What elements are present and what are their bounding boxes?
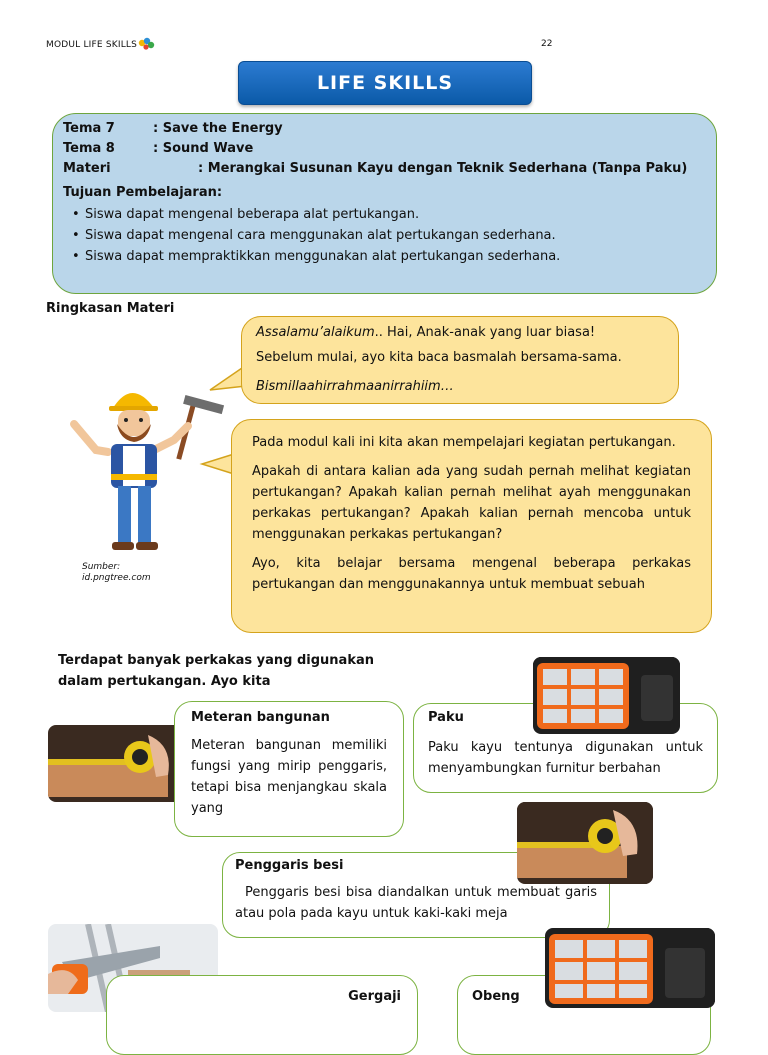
module-label: MODUL LIFE SKILLS [46, 40, 138, 50]
module-logo-icon [137, 37, 159, 51]
intro-paragraph-1: Pada modul kali ini kita akan mempelajari kegiatan pertukangan. [252, 435, 676, 450]
tools-intro: Terdapat banyak perkakas yang digunakan dalam pertukangan. Ayo kita [58, 653, 375, 689]
page-number: 22 [541, 39, 553, 49]
nails-box-photo-2-overlay [545, 928, 715, 1008]
carpenter-illustration [66, 380, 226, 560]
materi-key: Materi [63, 161, 111, 176]
tujuan-title: Tujuan Pembelajaran: [63, 185, 223, 200]
paku-body: Paku kayu tentunya digunakan untuk menyambungkan furnitur berbahan [428, 740, 703, 776]
title-banner: LIFE SKILLS [238, 61, 532, 105]
meteran-body: Meteran bangunan memiliki fungsi yang mirip penggaris, tetapi bisa menjangkau skala yang [191, 738, 387, 816]
tape-measure-photo-2-overlay [517, 802, 653, 884]
tema8-key: Tema 8 [63, 141, 115, 156]
greeting-rest: .. Hai, Anak-anak yang luar biasa! [374, 325, 596, 340]
nails-box-photo-overlay [533, 657, 680, 734]
intro-paragraph-3: Ayo, kita belajar bersama mengenal beberapa perkakas pertukangan dan menggunakannya untuk membuat sebuah [252, 556, 691, 592]
intro-bubble [231, 419, 712, 633]
intro-paragraph-2: Apakah di antara kalian ada yang sudah pernah melihat kegiatan pertukangan? Apakah kalian pernah melihat ayah menggunakan perkakas pertukangan? Apakah kalian pernah mencoba untuk menggunakan perkakas pertukangan? [252, 464, 691, 542]
image-source: Sumber: id.pngtree.com [82, 562, 151, 583]
lesson-info-box [52, 113, 717, 294]
penggaris-title: Penggaris besi [235, 858, 344, 873]
tape-measure-photo [48, 725, 185, 802]
list-item: • Siswa dapat mempraktikkan menggunakan alat pertukangan sederhana. [75, 249, 706, 264]
greeting-line-2: Sebelum mulai, ayo kita baca basmalah bersama-sama. [256, 350, 622, 365]
materi-value: : Merangkai Susunan Kayu dengan Teknik Sederhana (Tanpa Paku) [198, 161, 688, 176]
gergaji-title: Gergaji [348, 989, 401, 1004]
list-item: • Siswa dapat mengenal beberapa alat pertukangan. [75, 207, 706, 222]
obeng-title: Obeng [472, 989, 520, 1004]
ringkasan-title: Ringkasan Materi [46, 301, 175, 316]
list-item: • Siswa dapat mengenal cara menggunakan alat pertukangan sederhana. [75, 228, 706, 243]
tema8-row [63, 141, 706, 156]
greeting-bubble [241, 316, 679, 404]
greeting-line-1 [256, 324, 664, 341]
greeting-line-3 [256, 378, 664, 395]
tema7-row [63, 121, 706, 136]
materi-row [63, 161, 706, 176]
tujuan-list [63, 207, 706, 264]
tema7-value: : Save the Energy [153, 121, 283, 136]
paku-title: Paku [428, 710, 464, 725]
gergaji-card [106, 975, 418, 1055]
meteran-title: Meteran bangunan [191, 710, 330, 725]
basmalah: Bismillaahirrahmaanirrahiim… [256, 379, 454, 394]
tema8-value: : Sound Wave [153, 141, 254, 156]
meteran-card [174, 701, 404, 837]
penggaris-body: Penggaris besi bisa diandalkan untuk membuat garis atau pola pada kayu untuk kaki-kaki meja [235, 885, 597, 921]
greeting-salam: Assalamu’alaikum [256, 325, 375, 340]
tema7-key: Tema 7 [63, 121, 115, 136]
